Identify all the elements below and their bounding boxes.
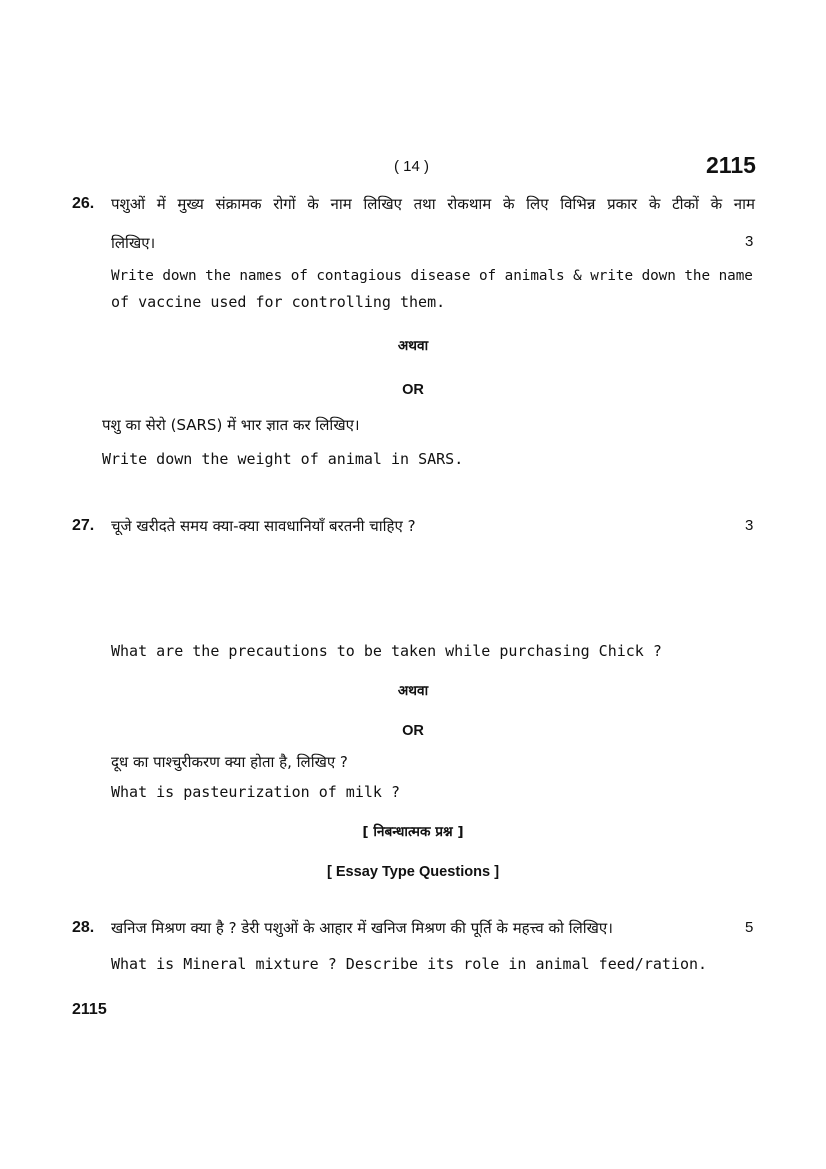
question-27-or-english: OR xyxy=(402,723,424,739)
section-title-english: [ Essay Type Questions ] xyxy=(326,864,500,880)
question-26-or-hindi: अथवा xyxy=(397,338,429,354)
question-26-marks: 3 xyxy=(745,233,754,250)
page-number: ( 14 ) xyxy=(394,158,430,175)
question-27-hindi: चूजे खरीदते समय क्या-क्या सावधानियाँ बरतनी चाहिए ? xyxy=(111,517,416,535)
question-27-number: 27. xyxy=(72,517,95,534)
question-26-hindi-line1: पशुओं में मुख्य संक्रामक रोगों के नाम लिखिए तथा रोकथाम के लिए विभिन्न प्रकार के टीकों के नाम xyxy=(111,195,755,213)
paper-code-header: 2115 xyxy=(706,152,756,178)
question-27-alt-english: What is pasteurization of milk ? xyxy=(111,783,400,801)
question-26-alt-hindi: पशु का सेरो (SARS) में भार ज्ञात कर लिखिए। xyxy=(102,416,360,434)
footer-paper-code: 2115 xyxy=(72,1001,107,1018)
question-26-alt-english: Write down the weight of animal in SARS. xyxy=(102,450,464,468)
section-title-hindi: [ निबन्धात्मक प्रश्न ] xyxy=(362,824,464,840)
question-28-english: What is Mineral mixture ? Describe its role in animal feed/ration. xyxy=(111,955,708,973)
question-27-marks: 3 xyxy=(745,517,754,534)
question-28-number: 28. xyxy=(72,919,95,936)
question-26-english-line2: of vaccine used for controlling them. xyxy=(111,293,446,311)
question-27-english: What are the precautions to be taken while purchasing Chick ? xyxy=(111,642,662,660)
question-28-marks: 5 xyxy=(745,919,754,936)
question-27-or-hindi: अथवा xyxy=(397,683,429,699)
question-26-or-english: OR xyxy=(402,382,424,398)
question-27-alt-hindi: दूध का पाश्चुरीकरण क्या होता है, लिखिए ? xyxy=(111,753,348,771)
question-26-hindi-line2: लिखिए। xyxy=(111,234,156,252)
question-28-hindi: खनिज मिश्रण क्या है ? डेरी पशुओं के आहार में खनिज मिश्रण की पूर्ति के महत्त्व को लिखिए। xyxy=(111,919,613,937)
question-26-number: 26. xyxy=(72,195,95,212)
question-26-english-line1: Write down the names of contagious disease of animals & write down the name xyxy=(111,268,753,284)
